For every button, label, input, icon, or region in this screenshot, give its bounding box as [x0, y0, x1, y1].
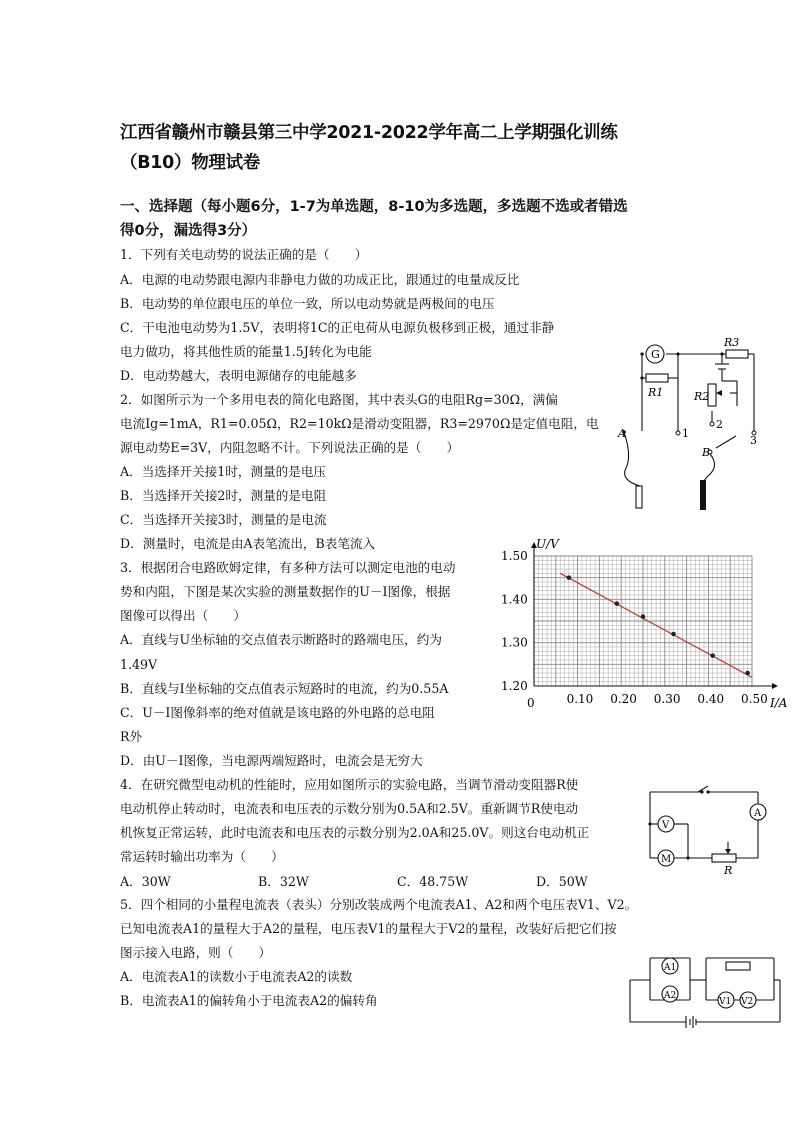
q1-option-c-2: 电力做功，将其他性质的能量1.5J转化为电能 [120, 344, 372, 359]
label-v2: V2 [741, 997, 754, 1007]
q5-option-b: B．电流表A1的偏转角小于电流表A2的偏转角 [120, 993, 378, 1008]
q2-line-1: 2．如图所示为一个多用电表的简化电路图，其中表头G的电阻Rg=30Ω，满偏 [120, 392, 558, 407]
q2-option-a: A．当选择开关接1时，测量的是电压 [120, 464, 327, 479]
label-r1: R1 [648, 386, 664, 399]
q3-option-b: B．直线与I坐标轴的交点值表示短路时的电流，约为0.55A [120, 681, 449, 696]
document-title [120, 118, 690, 178]
resistor-r1 [646, 374, 668, 382]
q1-option-d: D．电动势越大，表明电源储存的电能越多 [120, 368, 357, 383]
data-point [641, 614, 646, 619]
q3-line-1: 3．根据闭合电路欧姆定律，有多种方法可以测定电池的电动 [120, 560, 456, 575]
label-a: A [618, 427, 626, 440]
label-a2: A2 [664, 991, 677, 1001]
motor-circuit-diagram [636, 778, 776, 876]
q4-line-1: 4．在研究微型电动机的性能时，应用如图所示的实验电路，当调节滑动变阻器R使 [120, 777, 579, 792]
label-rheostat: R [724, 864, 733, 876]
y-tick-label: 1.40 [501, 592, 528, 607]
data-point [745, 671, 750, 676]
label-ammeter: A [754, 808, 762, 819]
test-lead-b [700, 480, 706, 510]
multimeter-circuit-diagram [612, 336, 778, 514]
data-point [615, 601, 620, 606]
q5-line-1: 5．四个相同的小量程电流表（表头）分别改装成两个电流表A1、A2和两个电压表V1、V2。 [120, 897, 638, 912]
q1-option-a: A．电源的电动势跟电源内非静电力做的功成正比，跟通过的电量成反比 [120, 272, 520, 287]
data-point [567, 575, 572, 580]
chart-ylabel: U/V [536, 537, 559, 551]
label-terminal-1: 1 [682, 427, 689, 440]
title-line-2: （B10）物理试卷 [120, 153, 260, 173]
test-lead-a [636, 486, 642, 508]
section-heading [120, 195, 690, 243]
q3-option-c-1: C．U－I图像斜率的绝对值就是该电路的外电路的总电阻 [120, 705, 435, 720]
label-motor: M [661, 854, 672, 865]
q3-line-3: 图像可以得出（ ） [120, 608, 246, 623]
resistor-r3 [726, 350, 748, 358]
y-tick-label: 1.20 [501, 679, 528, 693]
q4-option-b: B．32W [258, 874, 309, 889]
q2-line-3: 源电动势E=3V，内阻忽略不计。下列说法正确的是（ ） [120, 440, 460, 455]
q4-line-2: 电动机停止转动时，电流表和电压表的示数分别为0.5A和2.5V。重新调节R使电动 [120, 801, 579, 816]
q2-line-2: 电流Ig=1mA，R1=0.05Ω，R2=10kΩ是滑动变阻器，R3=2970Ω是定值电阻，电 [120, 416, 599, 431]
y-tick-label: 1.50 [501, 549, 528, 563]
y-tick-label: 1.30 [501, 635, 528, 650]
resistor [726, 962, 750, 970]
q4-option-a: A．30W [120, 874, 171, 889]
label-voltmeter: V [662, 820, 670, 831]
x-tick-label: 0.30 [653, 692, 681, 706]
q3-option-a-2: 1.49V [120, 657, 158, 672]
section-line-1: 一、选择题（每小题6分，1-7为单选题，8-10为多选题，多选题不选或者错选 [120, 199, 628, 215]
label-g: G [651, 348, 660, 361]
chart-xlabel: I/A [770, 696, 788, 710]
title-line-1: 江西省赣州市赣县第三中学2021-2022学年高二上学期强化训练 [120, 123, 618, 143]
q4-option-c: C．48.75W [397, 874, 469, 889]
q2-option-d: D．测量时，电流是由A表笔流出，B表笔流入 [120, 536, 376, 551]
data-point [671, 632, 676, 637]
label-a1: A1 [664, 963, 677, 973]
x-tick-label: 0.10 [566, 692, 594, 706]
chart-axes [531, 542, 778, 689]
q3-option-a-1: A．直线与U坐标轴的交点值表示断路时的路端电压，约为 [120, 632, 442, 647]
q3-option-d: D．由U－I图像，当电源两端短路时，电流会是无穷大 [120, 753, 423, 768]
x-axis-arrow [772, 683, 778, 689]
q5-option-a: A．电流表A1的读数小于电流表A2的读数 [120, 969, 353, 984]
q4-line-3: 机恢复正常运转，此时电流表和电压表的示数分别为2.0A和25.0V。则这台电动机正 [120, 825, 590, 840]
q4-option-d: D．50W [536, 874, 588, 889]
label-terminal-2: 2 [716, 418, 723, 431]
q1-stem: 1．下列有关电动势的说法正确的是（ ） [120, 247, 368, 262]
rheostat-r [712, 854, 736, 862]
label-r3: R3 [724, 336, 740, 349]
q5-line-2: 已知电流表A1的量程大于A2的量程，电压表V1的量程大于V2的量程，改装好后把它们按 [120, 921, 617, 936]
x-tick-label: 0.50 [741, 692, 768, 706]
q4-line-4: 常运转时输出功率为（ ） [120, 849, 284, 864]
label-r2: R2 [694, 390, 710, 403]
meters-circuit-diagram [622, 950, 782, 1030]
x-tick-label: 0.20 [610, 692, 637, 706]
q1-option-c-1: C．干电池电动势为1.5V，表明将1C的正电荷从电源负极移到正极，通过非静 [120, 320, 555, 335]
label-terminal-3: 3 [750, 434, 757, 447]
data-point [710, 653, 715, 658]
q5-line-3: 图示接入电路，则（ ） [120, 945, 272, 960]
q2-option-b: B．当选择开关接2时，测量的是电阻 [120, 488, 327, 503]
chart-origin-label: 0 [527, 696, 535, 710]
x-tick-label: 0.40 [697, 692, 725, 706]
u-i-chart [494, 532, 790, 716]
q1-option-b: B．电动势的单位跟电压的单位一致，所以电动势就是两极间的电压 [120, 296, 495, 311]
chart-grid [534, 556, 752, 686]
q3-option-c-2: R外 [120, 729, 143, 744]
q2-option-c: C．当选择开关接3时，测量的是电流 [120, 512, 327, 527]
label-b: B [702, 446, 711, 459]
section-line-2: 得0分，漏选得3分） [120, 223, 257, 239]
label-v1: V1 [719, 997, 732, 1007]
q3-line-2: 势和内阻，下图是某次实验的测量数据作的U－I图像，根据 [120, 584, 451, 599]
